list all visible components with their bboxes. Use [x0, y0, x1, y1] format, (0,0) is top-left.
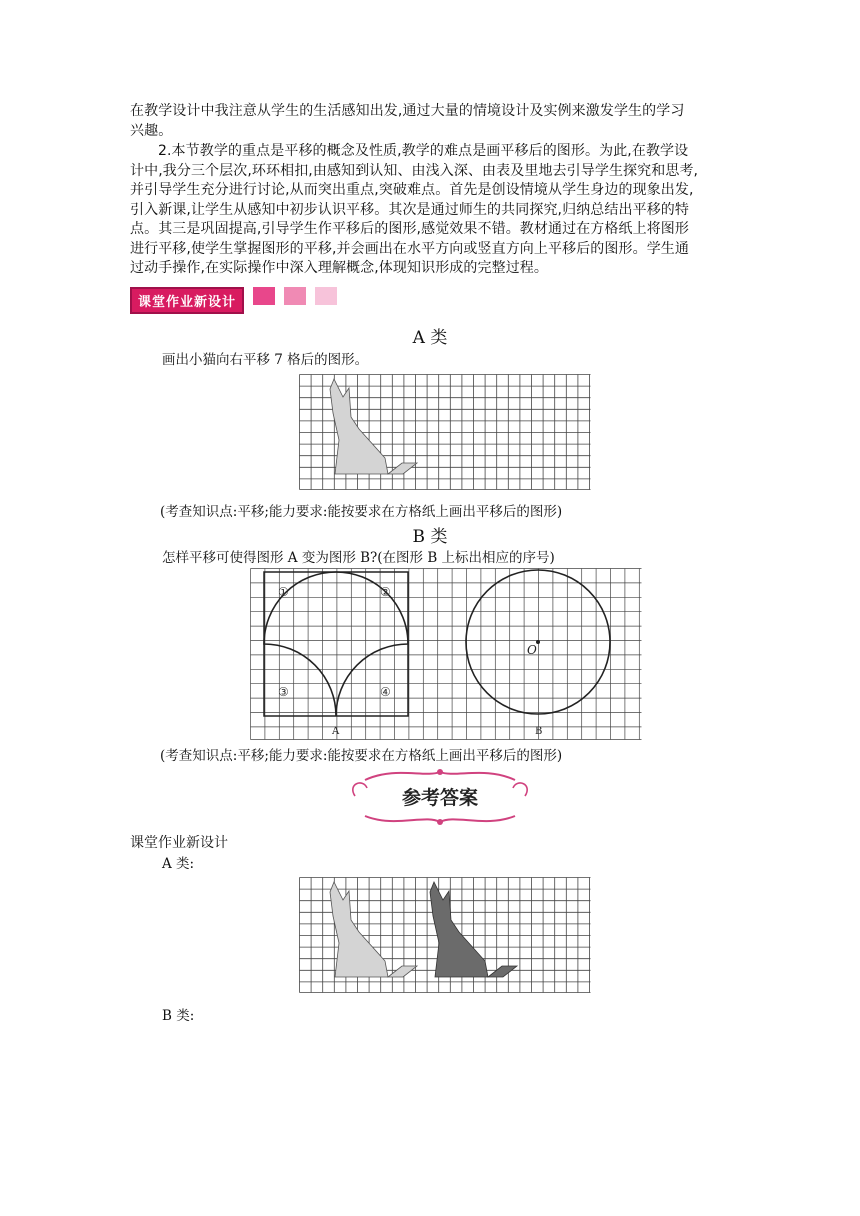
paragraph-2-line: 引入新课,让学生从感知中初步认识平移。其次是通过师生的共同探究,归纳总结出平移的特: [130, 201, 689, 218]
answer-a-label: A 类:: [162, 856, 195, 872]
label-2: ②: [380, 585, 391, 599]
answer-ribbon: [345, 764, 535, 828]
answer-b-label: B 类:: [162, 1008, 195, 1024]
label-4: ④: [380, 685, 391, 699]
ribbon-curl-left: [353, 783, 367, 796]
paragraph-2-line: 并引导学生充分进行讨论,从而突出重点,突破难点。首先是创设情境从学生身边的现象出发,: [130, 182, 694, 198]
cat-translated-shape: [430, 882, 488, 977]
paragraph-2-line: 点。其三是巩固提高,引导学生作平移后的图形,感觉效果不错。教材通过在方格纸上将图形: [130, 221, 689, 237]
banner-title: 课堂作业新设计: [130, 287, 244, 314]
label-1: ①: [278, 585, 289, 599]
class-a-title: A 类: [412, 328, 448, 348]
cat-shape: [330, 379, 388, 474]
paragraph-2-line: 过动手操作,在实际操作中深入理解概念,体现知识形成的完整过程。: [130, 260, 548, 276]
center-label: O: [527, 643, 537, 657]
banner-square-3: [315, 287, 337, 305]
paragraph-1: [130, 102, 730, 141]
class-a-note: (考查知识点:平移;能力要求:能按要求在方格纸上画出平移后的图形): [160, 504, 563, 520]
figure-b-label: B: [535, 726, 543, 737]
paragraph-2-line: 计中,我分三个层次,环环相扣,由感知到认知、由浅入深、由表及里地去引导学生探究和思考,: [130, 162, 699, 179]
banner-square-1: [253, 287, 275, 305]
paragraph-2-line: 进行平移,使学生掌握图形的平移,并会画出在水平方向或竖直方向上平移后的图形。学生通: [130, 240, 689, 257]
banner-square-2: [284, 287, 306, 305]
section-banner: [130, 287, 337, 314]
figure-a-label: A: [332, 726, 340, 737]
shapes-grid-figure: [250, 568, 642, 740]
class-b-title: B 类: [412, 527, 448, 547]
ribbon-text: 参考答案: [401, 787, 479, 809]
class-b-note: (考查知识点:平移;能力要求:能按要求在方格纸上画出平移后的图形): [160, 748, 563, 764]
cat-grid-answer: [299, 877, 591, 993]
paragraph-1-line-2: 兴趣。: [130, 122, 173, 139]
ribbon-dot: [437, 769, 443, 775]
paragraph-2-line: 2.本节教学的重点是平移的概念及性质,教学的难点是画平移后的图形。为此,在教学设: [158, 143, 689, 159]
cat-original-shape: [330, 882, 388, 977]
cat-translated-tail: [488, 966, 517, 977]
ribbon-dot: [437, 819, 443, 825]
ribbon-curl-right: [513, 783, 527, 796]
paragraph-1-line-1: 在教学设计中我注意从学生的生活感知出发,通过大量的情境设计及实例来激发学生的学习: [130, 103, 685, 119]
class-a-question: 画出小猫向右平移 7 格后的图形。: [162, 352, 369, 368]
class-b-question: 怎样平移可使得图形 A 变为图形 B?(在图形 B 上标出相应的序号): [162, 550, 555, 566]
label-3: ③: [278, 685, 289, 699]
cat-grid-question: [299, 374, 591, 490]
paragraph-2: [130, 142, 730, 279]
answers-section-title: 课堂作业新设计: [130, 835, 228, 851]
